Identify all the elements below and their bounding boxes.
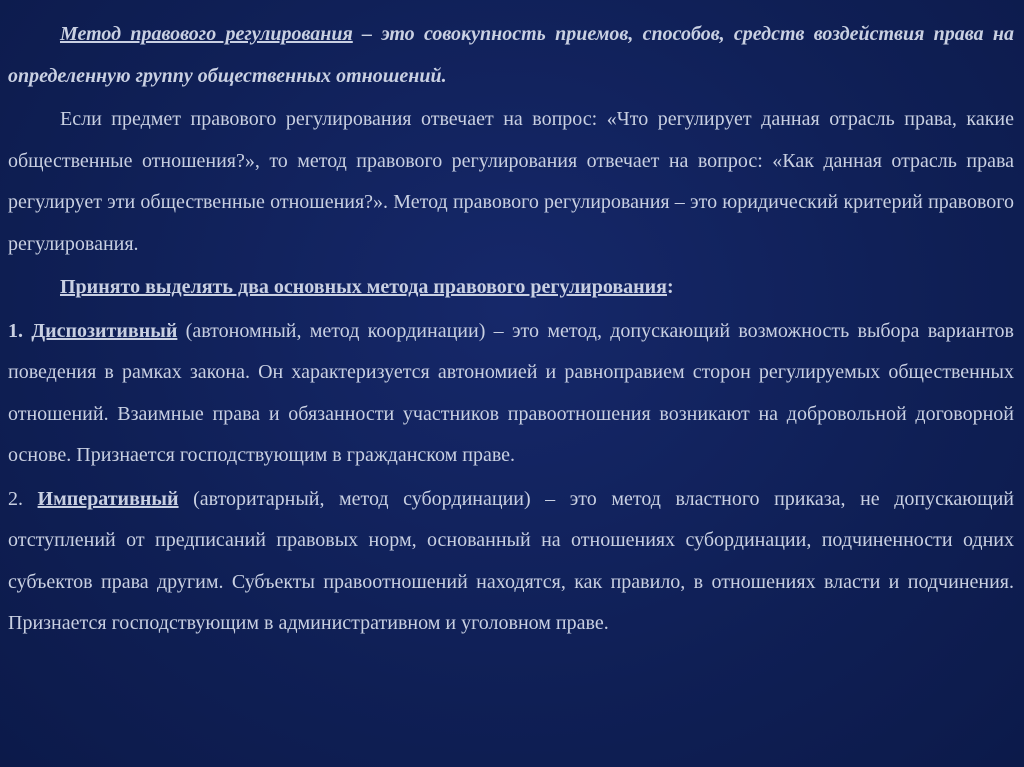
explanation-paragraph: Если предмет правового регулирования отвечает на вопрос: «Что регулирует данная отрасль права, какие общественные отношения?», то метод правового регулирования отвечает на вопрос: «Как данная отрасль права регулирует эти общественные отношения?». Метод правового регулирования – это юридический критерий правового регулирования. (8, 108, 1014, 255)
methods-heading-text: Принято выделять два основных метода правового регулирования (60, 276, 668, 298)
method-1-name: Диспозитивный (31, 319, 178, 342)
method-2-name: Императивный (37, 487, 179, 510)
definition-term: Метод правового регулирования (60, 23, 353, 45)
method-1-text: (автономный, метод координации) – это метод, допускающий возможность выбора вариантов поведения в рамках закона. Он характеризуется автономией и равноправием сторон регулируемых общественных отношений. Взаимные права и обязанности участников правоотношения возникают на добровольной договорной основе. Признается господствующим в гражданском праве. (8, 319, 1014, 466)
definition-paragraph (8, 14, 1014, 97)
methods-heading-colon: : (667, 276, 674, 298)
method-1-paragraph (8, 311, 1014, 477)
definition-text: – это совокупность приемов, способов, средств воздействия права на определенную группу общественных отношений. (8, 23, 1014, 87)
methods-heading (8, 267, 1014, 309)
method-2-number: 2. (8, 487, 38, 510)
method-1-number: 1. (8, 319, 32, 342)
method-2-paragraph (8, 479, 1014, 645)
method-2-text: (авторитарный, метод субординации) – это метод властного приказа, не допускающий отступлений от предписаний правовых норм, основанный на отношениях субординации, подчиненности одних субъектов права другим. Субъекты правоотношений находятся, как правило, в отношениях власти и подчинения. Признается господствующим в административном и уголовном праве. (8, 487, 1014, 634)
